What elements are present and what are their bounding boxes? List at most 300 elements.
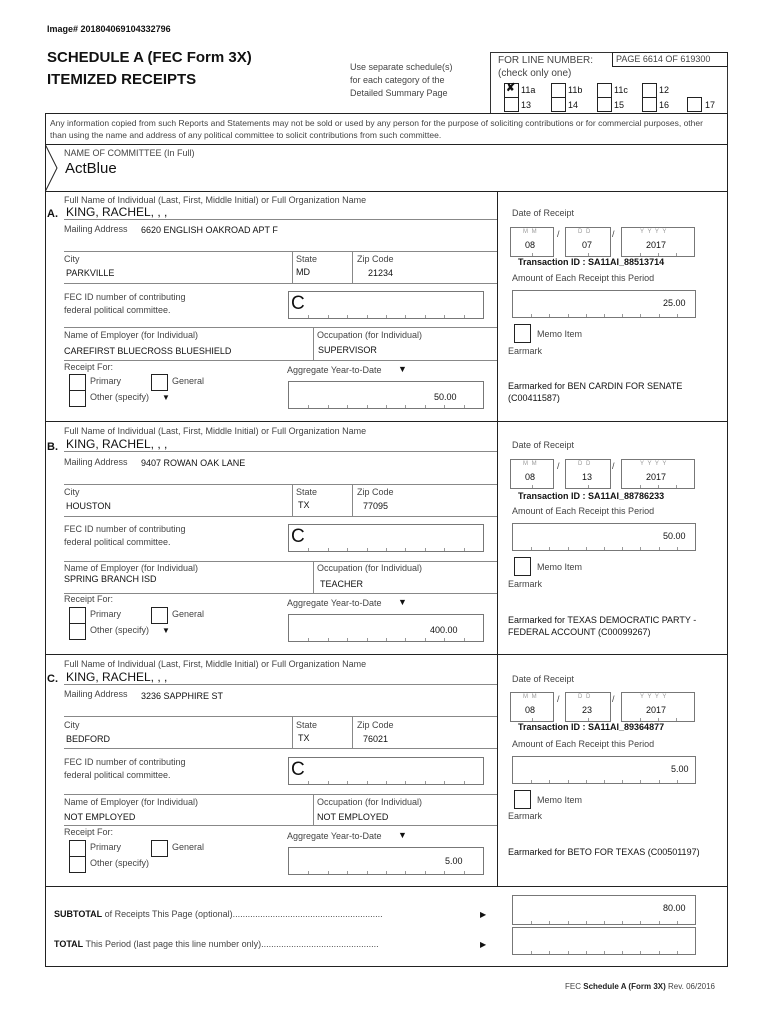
- entry-tick: [367, 548, 368, 551]
- entry-tick: [425, 781, 426, 784]
- mailing-address: 6620 ENGLISH OAKROAD APT F: [141, 225, 278, 235]
- dropdown-arrow-icon: ▼: [398, 364, 407, 374]
- aggregate-label: Aggregate Year-to-Date: [287, 831, 382, 841]
- line-16-checkbox[interactable]: [642, 97, 657, 112]
- divider: [313, 561, 314, 593]
- line-17-label: 17: [705, 100, 716, 110]
- memo-item-checkbox[interactable]: [514, 790, 531, 809]
- check-only-one: (check only one): [498, 68, 572, 79]
- month-value: 08: [525, 705, 536, 715]
- occupation-label: Occupation (for Individual): [317, 563, 423, 573]
- employer-label: Name of Employer (for Individual): [64, 563, 199, 573]
- entry-tick: [568, 951, 569, 954]
- full-name-label: Full Name of Individual (Last, First, Middle Initial) or Full Organization Name: [64, 426, 367, 436]
- entry-tick: [386, 781, 387, 784]
- entry-tick: [659, 547, 660, 550]
- form-footer: [565, 983, 715, 991]
- mm-hint: M M: [523, 229, 538, 235]
- entry-tick: [425, 315, 426, 318]
- line-11b-checkbox[interactable]: [551, 83, 566, 98]
- general-checkbox[interactable]: [151, 840, 168, 857]
- page-number: PAGE 6614 OF 619300: [616, 54, 711, 64]
- entry-tick: [444, 781, 445, 784]
- employer-label: Name of Employer (for Individual): [64, 797, 199, 807]
- fec-id-input[interactable]: [288, 291, 484, 319]
- line-14-label: 14: [568, 100, 579, 110]
- year-value: 2017: [646, 705, 667, 715]
- usage-notice: Any information copied from such Reports and Statements may not be sold or used by any person for the purpose of soliciting contributions or for commercial purposes, other than using the name and address of any political committee to solicit contributions from such committee.: [50, 118, 703, 140]
- date-of-receipt-label: Date of Receipt: [512, 440, 575, 450]
- mailing-address-label: Mailing Address: [64, 457, 128, 467]
- amount-value: 5.00: [671, 764, 689, 774]
- entry-tick: [386, 405, 387, 408]
- entry-tick: [425, 638, 426, 641]
- receipt-for-label: Receipt For:: [64, 827, 114, 837]
- line-11b-label: 11b: [568, 85, 583, 95]
- fec-id-prefix: C: [291, 526, 305, 547]
- entry-tick: [531, 951, 532, 954]
- entry-tick: [444, 405, 445, 408]
- entry-tick: [531, 547, 532, 550]
- entry-tick: [367, 781, 368, 784]
- other-checkbox[interactable]: [69, 856, 86, 873]
- entry-tick: [677, 547, 678, 550]
- divider: [64, 748, 497, 749]
- employer-value: SPRING BRANCH ISD: [64, 574, 157, 584]
- date-slash: /: [612, 694, 615, 704]
- entry-tick: [308, 638, 309, 641]
- divider: [313, 327, 314, 360]
- receipt-for-label: Receipt For:: [64, 362, 114, 372]
- entry-tick: [367, 315, 368, 318]
- entry-tick: [658, 485, 659, 488]
- earmark-label: Earmark: [508, 579, 543, 589]
- entry-tick: [308, 548, 309, 551]
- date-of-receipt-label: Date of Receipt: [512, 208, 575, 218]
- entry-tick: [308, 871, 309, 874]
- zip-value: 76021: [363, 734, 389, 744]
- dd-hint: D D: [578, 694, 592, 700]
- other-checkbox[interactable]: [69, 623, 86, 640]
- other-checkbox[interactable]: [69, 390, 86, 407]
- line-11c-checkbox[interactable]: [597, 83, 612, 98]
- entry-tick: [677, 780, 678, 783]
- entry-tick: [658, 718, 659, 721]
- entry-tick: [549, 547, 550, 550]
- entry-tick: [532, 718, 533, 721]
- entry-tick: [328, 315, 329, 318]
- month-value: 08: [525, 472, 536, 482]
- entry-tick: [328, 405, 329, 408]
- entry-tick: [405, 315, 406, 318]
- fec-id-label-2: federal political committee.: [64, 770, 171, 780]
- form-title: SCHEDULE A (FEC Form 3X): [47, 49, 252, 66]
- entry-tick: [464, 548, 465, 551]
- amount-input[interactable]: [512, 756, 696, 784]
- entry-tick: [532, 485, 533, 488]
- zip-label: Zip Code: [357, 487, 394, 497]
- other-label: Other (specify): [90, 392, 150, 402]
- mailing-address: 3236 SAPPHIRE ST: [141, 691, 224, 701]
- contributor-name: KING, RACHEL, , ,: [66, 437, 168, 451]
- transaction-id: Transaction ID : SA11AI_89364877: [518, 722, 665, 732]
- mm-hint: M M: [523, 461, 538, 467]
- line-13-checkbox[interactable]: [504, 97, 519, 112]
- entry-tick: [464, 871, 465, 874]
- entry-tick: [531, 780, 532, 783]
- entry-tick: [588, 485, 589, 488]
- amount-value: 50.00: [663, 531, 686, 541]
- entry-tick: [425, 548, 426, 551]
- entry-tick: [444, 871, 445, 874]
- receipt-for-label: Receipt For:: [64, 594, 114, 604]
- aggregate-label: Aggregate Year-to-Date: [287, 598, 382, 608]
- entry-tick: [347, 871, 348, 874]
- entry-tick: [444, 548, 445, 551]
- entry-tick: [568, 314, 569, 317]
- footer-form-name: Schedule A (Form 3X): [583, 982, 666, 991]
- dropdown-arrow-icon: ▼: [162, 626, 170, 635]
- occupation-value: NOT EMPLOYED: [317, 812, 389, 822]
- entry-tick: [549, 314, 550, 317]
- entry-letter: A.: [47, 208, 58, 220]
- total-label: [54, 940, 379, 949]
- entry-tick: [328, 871, 329, 874]
- occupation-label: Occupation (for Individual): [317, 797, 423, 807]
- line-14-checkbox[interactable]: [551, 97, 566, 112]
- other-label: Other (specify): [90, 858, 150, 868]
- entry-tick: [347, 638, 348, 641]
- fec-id-label: FEC ID number of contributing: [64, 524, 186, 534]
- earmark-label: Earmark: [508, 811, 543, 821]
- instruction-line-3: Detailed Summary Page: [350, 88, 448, 98]
- form-subtitle: ITEMIZED RECEIPTS: [47, 71, 197, 88]
- transaction-id: Transaction ID : SA11AI_88786233: [518, 491, 665, 501]
- entry-tick: [532, 253, 533, 256]
- zip-value: 21234: [368, 268, 394, 278]
- zip-value: 77095: [363, 501, 389, 511]
- entry-tick: [444, 638, 445, 641]
- arrow-right-icon: ▶: [480, 940, 487, 949]
- entry-tick: [444, 315, 445, 318]
- divider: [64, 516, 497, 517]
- line-number-label: FOR LINE NUMBER:: [498, 55, 594, 66]
- yyyy-hint: Y Y Y Y: [640, 694, 668, 700]
- other-label: Other (specify): [90, 625, 150, 635]
- entry-tick: [347, 781, 348, 784]
- entry-tick: [677, 314, 678, 317]
- divider: [45, 654, 727, 655]
- entry-tick: [586, 780, 587, 783]
- day-value: 13: [582, 472, 593, 482]
- city-value: BEDFORD: [66, 734, 111, 744]
- day-value: 07: [582, 240, 593, 250]
- entry-tick: [658, 253, 659, 256]
- subtotal-label: [54, 910, 383, 919]
- yyyy-hint: Y Y Y Y: [640, 229, 668, 235]
- entry-tick: [347, 548, 348, 551]
- city-value: PARKVILLE: [66, 268, 115, 278]
- employer-value: CAREFIRST BLUECROSS BLUESHIELD: [64, 346, 232, 356]
- entry-tick: [464, 405, 465, 408]
- primary-checkbox[interactable]: [69, 374, 86, 391]
- divider: [64, 716, 497, 717]
- divider: [64, 825, 497, 826]
- dropdown-arrow-icon: ▼: [162, 393, 170, 402]
- employer-value: NOT EMPLOYED: [64, 812, 136, 822]
- divider: [64, 484, 497, 485]
- arrow-right-icon: ▶: [480, 910, 487, 919]
- total-input[interactable]: [512, 927, 696, 955]
- entry-tick: [677, 951, 678, 954]
- entry-tick: [347, 315, 348, 318]
- entry-tick: [308, 405, 309, 408]
- entry-tick: [464, 315, 465, 318]
- general-label: General: [172, 609, 205, 619]
- entry-tick: [622, 951, 623, 954]
- city-label: City: [64, 254, 80, 264]
- amount-label: Amount of Each Receipt this Period: [512, 739, 655, 749]
- memo-item-checkbox[interactable]: [514, 557, 531, 576]
- yyyy-hint: Y Y Y Y: [640, 461, 668, 467]
- entry-tick: [386, 315, 387, 318]
- city-label: City: [64, 720, 80, 730]
- state-value: TX: [298, 500, 310, 510]
- general-label: General: [172, 842, 205, 852]
- full-name-label: Full Name of Individual (Last, First, Middle Initial) or Full Organization Name: [64, 195, 367, 205]
- entry-tick: [588, 253, 589, 256]
- aggregate-value: 50.00: [434, 392, 457, 402]
- entry-tick: [586, 547, 587, 550]
- divider: [352, 484, 353, 516]
- entry-tick: [308, 315, 309, 318]
- entry-tick: [604, 547, 605, 550]
- state-label: State: [296, 720, 318, 730]
- primary-checkbox[interactable]: [69, 607, 86, 624]
- fec-id-input[interactable]: [288, 757, 484, 785]
- fec-id-label: FEC ID number of contributing: [64, 757, 186, 767]
- entry-tick: [568, 547, 569, 550]
- name-underline: [64, 219, 497, 220]
- subtotal-label-bold: SUBTOTAL: [54, 909, 103, 919]
- entry-tick: [367, 638, 368, 641]
- general-checkbox[interactable]: [151, 374, 168, 391]
- date-of-receipt-label: Date of Receipt: [512, 674, 575, 684]
- date-slash: /: [557, 694, 560, 704]
- entry-tick: [425, 871, 426, 874]
- entry-tick: [405, 548, 406, 551]
- entry-tick: [425, 405, 426, 408]
- contributor-name: KING, RACHEL, , ,: [66, 205, 168, 219]
- divider: [352, 716, 353, 748]
- line-16-label: 16: [659, 100, 670, 110]
- entry-tick: [659, 951, 660, 954]
- mailing-address: 9407 ROWAN OAK LANE: [141, 458, 246, 468]
- year-value: 2017: [646, 472, 667, 482]
- entry-tick: [622, 314, 623, 317]
- entry-tick: [677, 921, 678, 924]
- line-12-checkbox[interactable]: [642, 83, 657, 98]
- entry-tick: [405, 405, 406, 408]
- entry-tick: [386, 871, 387, 874]
- primary-label: Primary: [90, 609, 121, 619]
- divider: [352, 251, 353, 283]
- employer-label: Name of Employer (for Individual): [64, 330, 199, 340]
- line-15-checkbox[interactable]: [597, 97, 612, 112]
- entry-tick: [640, 253, 641, 256]
- general-checkbox[interactable]: [151, 607, 168, 624]
- entry-tick: [405, 871, 406, 874]
- entry-tick: [386, 638, 387, 641]
- entry-tick: [676, 253, 677, 256]
- fec-id-prefix: C: [291, 293, 305, 314]
- zip-label: Zip Code: [357, 254, 394, 264]
- divider: [45, 886, 727, 887]
- total-label-bold: TOTAL: [54, 939, 84, 949]
- entry-tick: [328, 638, 329, 641]
- entry-tick: [464, 781, 465, 784]
- entry-tick: [640, 718, 641, 721]
- entry-tick: [588, 718, 589, 721]
- line-11a-label: 11a: [521, 85, 536, 95]
- primary-label: Primary: [90, 376, 121, 386]
- entry-tick: [640, 485, 641, 488]
- amount-label: Amount of Each Receipt this Period: [512, 506, 655, 516]
- entry-tick: [328, 781, 329, 784]
- divider: [292, 251, 293, 283]
- day-value: 23: [582, 705, 593, 715]
- entry-tick: [531, 921, 532, 924]
- divider: [64, 327, 497, 328]
- line-11c-label: 11c: [614, 85, 628, 95]
- entry-tick: [640, 547, 641, 550]
- checkmark-icon: ✘: [506, 82, 516, 94]
- entry-tick: [568, 921, 569, 924]
- instruction-line-1: Use separate schedule(s): [350, 62, 453, 72]
- earmark-note: Earmarked for BETO FOR TEXAS (C00501197): [508, 847, 700, 857]
- dropdown-arrow-icon: ▼: [398, 830, 407, 840]
- date-slash: /: [557, 229, 560, 239]
- mm-hint: M M: [523, 694, 538, 700]
- date-slash: /: [612, 229, 615, 239]
- contributor-name: KING, RACHEL, , ,: [66, 670, 168, 684]
- entry-tick: [531, 314, 532, 317]
- entry-tick: [659, 780, 660, 783]
- entry-tick: [676, 485, 677, 488]
- entry-tick: [347, 405, 348, 408]
- entry-tick: [328, 548, 329, 551]
- entry-tick: [640, 780, 641, 783]
- committee-label: NAME OF COMMITTEE (In Full): [64, 148, 195, 158]
- divider: [64, 283, 497, 284]
- committee-bracket: [45, 144, 65, 192]
- fec-id-input[interactable]: [288, 524, 484, 552]
- image-id: Image# 201804069104332796: [47, 24, 171, 34]
- name-underline: [64, 684, 497, 685]
- entry-tick: [586, 951, 587, 954]
- date-slash: /: [612, 461, 615, 471]
- memo-item-label: Memo Item: [537, 795, 583, 805]
- entry-tick: [676, 718, 677, 721]
- footer-revision: Rev. 06/2016: [665, 982, 715, 991]
- entry-tick: [367, 405, 368, 408]
- primary-checkbox[interactable]: [69, 840, 86, 857]
- aggregate-label: Aggregate Year-to-Date: [287, 365, 382, 375]
- memo-item-label: Memo Item: [537, 562, 583, 572]
- divider: [45, 191, 727, 192]
- earmark-note: Earmarked for TEXAS DEMOCRATIC PARTY - FEDERAL ACCOUNT (C00099267): [508, 615, 697, 637]
- entry-tick: [549, 921, 550, 924]
- divider: [64, 561, 497, 562]
- dd-hint: D D: [578, 229, 592, 235]
- instruction-line-2: for each category of the: [350, 75, 445, 85]
- committee-name: ActBlue: [65, 160, 117, 177]
- entry-tick: [405, 638, 406, 641]
- column-divider: [497, 191, 498, 886]
- memo-item-label: Memo Item: [537, 329, 583, 339]
- line-15-label: 15: [614, 100, 625, 110]
- state-value: TX: [298, 733, 310, 743]
- entry-tick: [640, 921, 641, 924]
- line-12-label: 12: [659, 85, 670, 95]
- occupation-label: Occupation (for Individual): [317, 330, 423, 340]
- entry-tick: [640, 951, 641, 954]
- memo-item-checkbox[interactable]: [514, 324, 531, 343]
- entry-tick: [640, 314, 641, 317]
- entry-tick: [659, 921, 660, 924]
- fec-id-label-2: federal political committee.: [64, 305, 171, 315]
- earmark-note: Earmarked for BEN CARDIN FOR SENATE (C00411587): [508, 381, 683, 403]
- subtotal-value: 80.00: [663, 903, 686, 913]
- city-label: City: [64, 487, 80, 497]
- earmark-label: Earmark: [508, 346, 543, 356]
- entry-tick: [659, 314, 660, 317]
- entry-tick: [622, 547, 623, 550]
- state-value: MD: [296, 267, 310, 277]
- fec-id-label: FEC ID number of contributing: [64, 292, 186, 302]
- subtotal-label-text: of Receipts This Page (optional)............................................................: [102, 909, 383, 919]
- entry-tick: [549, 780, 550, 783]
- amount-label: Amount of Each Receipt this Period: [512, 273, 655, 283]
- dropdown-arrow-icon: ▼: [398, 597, 407, 607]
- entry-tick: [604, 780, 605, 783]
- line-17-checkbox[interactable]: [687, 97, 702, 112]
- entry-tick: [604, 314, 605, 317]
- dd-hint: D D: [578, 461, 592, 467]
- entry-tick: [604, 951, 605, 954]
- date-slash: /: [557, 461, 560, 471]
- entry-tick: [464, 638, 465, 641]
- entry-letter: C.: [47, 673, 58, 685]
- divider: [292, 716, 293, 748]
- total-label-text: This Period (last page this line number only)...............................................: [83, 939, 379, 949]
- mailing-address-label: Mailing Address: [64, 224, 128, 234]
- name-underline: [64, 451, 497, 452]
- divider: [64, 251, 497, 252]
- divider: [64, 593, 497, 594]
- entry-tick: [604, 921, 605, 924]
- amount-value: 25.00: [663, 298, 686, 308]
- mailing-address-label: Mailing Address: [64, 689, 128, 699]
- year-value: 2017: [646, 240, 667, 250]
- fec-id-prefix: C: [291, 759, 305, 780]
- general-label: General: [172, 376, 205, 386]
- entry-tick: [586, 314, 587, 317]
- primary-label: Primary: [90, 842, 121, 852]
- entry-tick: [308, 781, 309, 784]
- entry-tick: [586, 921, 587, 924]
- entry-tick: [549, 951, 550, 954]
